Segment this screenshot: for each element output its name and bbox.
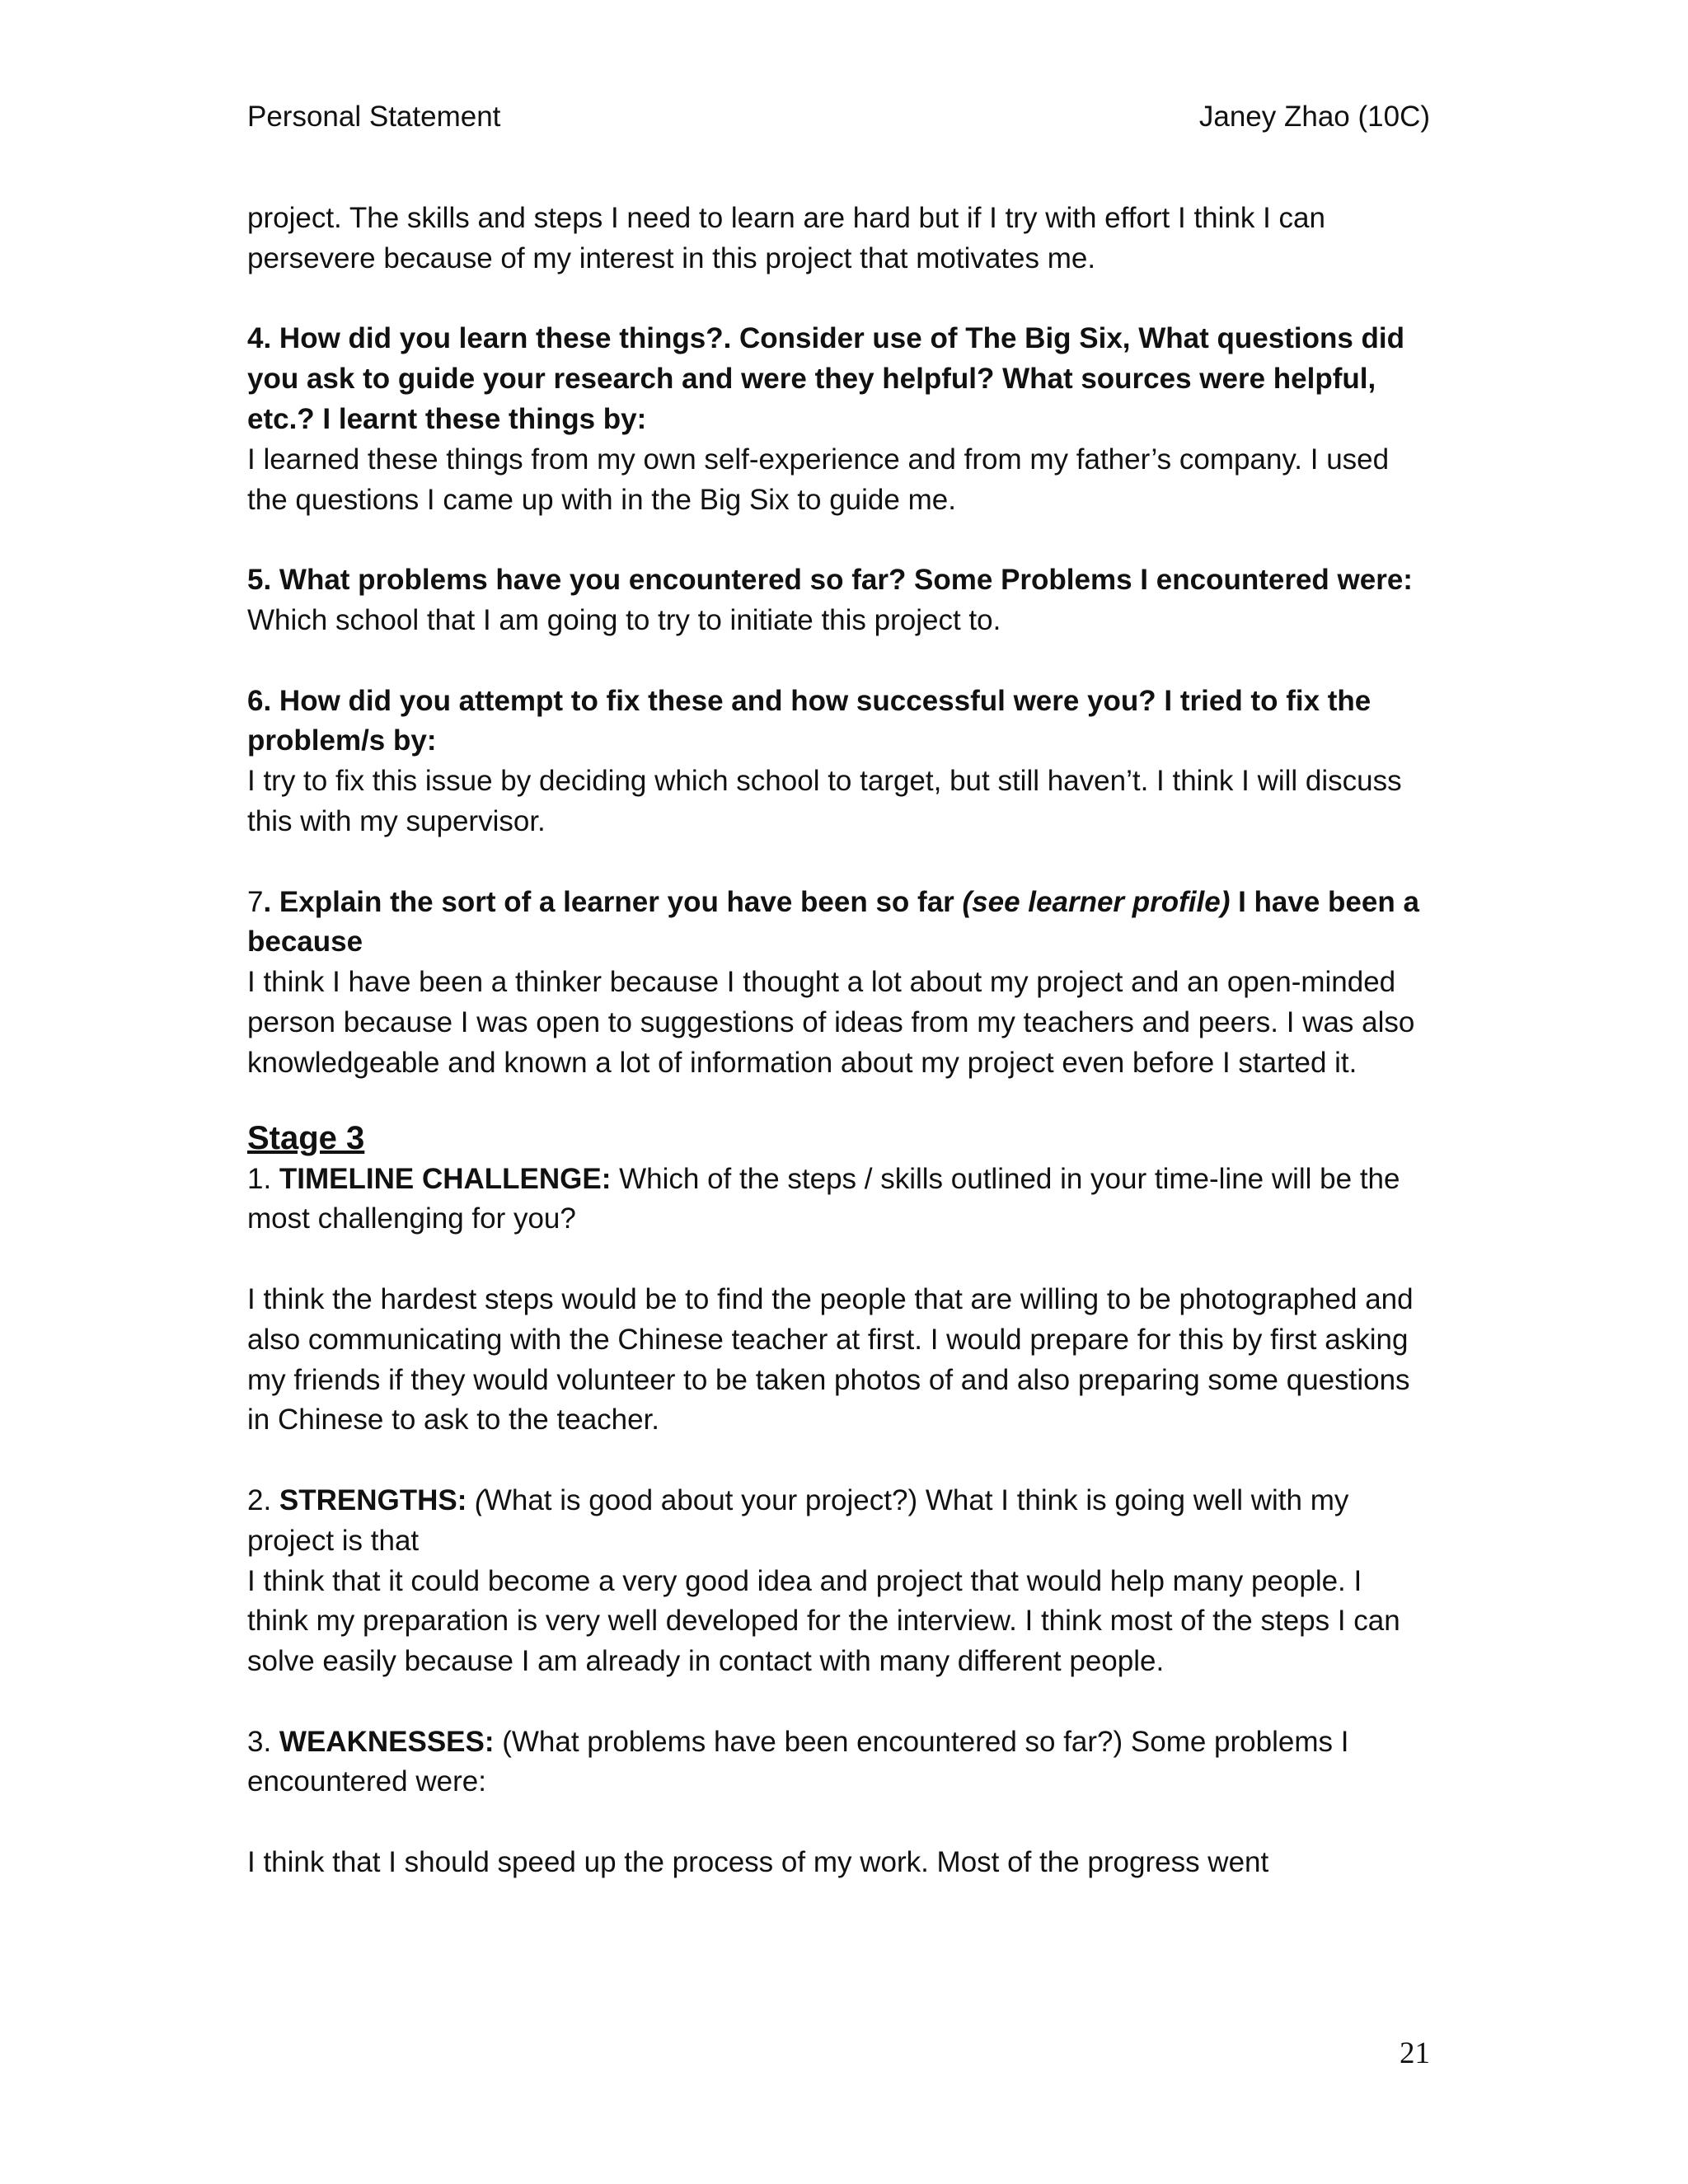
weaknesses-label: WEAKNESSES:	[279, 1725, 495, 1758]
weaknesses-question	[247, 1722, 1430, 1803]
timeline-number: 1.	[247, 1162, 279, 1195]
answer-7: I think I have been a thinker because I thought a lot about my project and an open-minded person because I was open to suggestions of ideas from my teachers and peers. I was also knowledgeable and known a lot of information about my project even before I started it.	[247, 966, 1415, 1079]
continuation-paragraph: project. The skills and steps I need to learn are hard but if I try with effort I think I can persevere because of my interest in this project that motivates me.	[247, 202, 1325, 274]
strengths-text: What is good about your project?) What I think is going well with my project is that	[247, 1483, 1349, 1557]
answer-5: Which school that I am going to try to initiate this project to.	[247, 603, 1001, 636]
question-6: 6. How did you attempt to fix these and how successful were you? I tried to fix the problem/s by:	[247, 684, 1372, 757]
question-4: 4. How did you learn these things?. Consider use of The Big Six, What questions did you ask to guide your research and were they helpful? What sources were helpful, etc.? I learnt these things by:	[247, 322, 1405, 435]
page-number: 21	[1400, 2036, 1430, 2070]
question-7	[247, 883, 1430, 963]
question-5: 5. What problems have you encountered so far? Some Problems I encountered were:	[247, 564, 1413, 597]
weaknesses-answer: I think that I should speed up the process of my work. Most of the progress went	[247, 1846, 1269, 1879]
stage-3-heading: Stage 3	[247, 1119, 365, 1156]
header-author: Janey Zhao (10C)	[1198, 101, 1430, 133]
timeline-challenge-answer: I think the hardest steps would be to find the people that are willing to be photographed and also communicating with the Chinese teacher at first. I would prepare for this by first asking my friends if they would volunteer to be taken photos of and also preparing some questions in Chinese to ask to the teacher.	[247, 1282, 1414, 1436]
weaknesses-text: (What problems have been encountered so far?) Some problems I encountered were:	[247, 1725, 1349, 1798]
question-7-text: . Explain the sort of a learner you have been so far	[263, 885, 963, 918]
question-7-italic: (see learner profile)	[962, 885, 1231, 918]
strengths-number: 2.	[247, 1483, 279, 1516]
weaknesses-number: 3.	[247, 1725, 279, 1758]
answer-6: I try to fix this issue by deciding which school to target, but still haven’t. I think I will discuss this with my supervisor.	[247, 765, 1402, 837]
question-7-number: 7	[247, 885, 264, 918]
strengths-answer: I think that it could become a very good idea and project that would help many people. I think my preparation is very well developed for the interview. I think most of the steps I can solve easily because I am already in contact with many different people.	[247, 1564, 1400, 1678]
document-body	[247, 199, 1430, 1883]
timeline-text: Which of the steps / skills outlined in your time-line will be the most challenging for you?	[247, 1162, 1400, 1235]
header-title: Personal Statement	[247, 101, 501, 133]
strengths-label: STRENGTHS:	[279, 1483, 467, 1516]
page-header	[247, 97, 1430, 137]
timeline-label: TIMELINE CHALLENGE:	[279, 1162, 612, 1195]
answer-4: I learned these things from my own self-experience and from my father’s company. I used the questions I came up with in the Big Six to guide me.	[247, 443, 1390, 516]
timeline-challenge-question	[247, 1160, 1430, 1240]
strengths-question	[247, 1481, 1430, 1562]
question-7-text-end: I have been a because	[247, 885, 1419, 958]
strengths-paren: (	[467, 1483, 485, 1516]
